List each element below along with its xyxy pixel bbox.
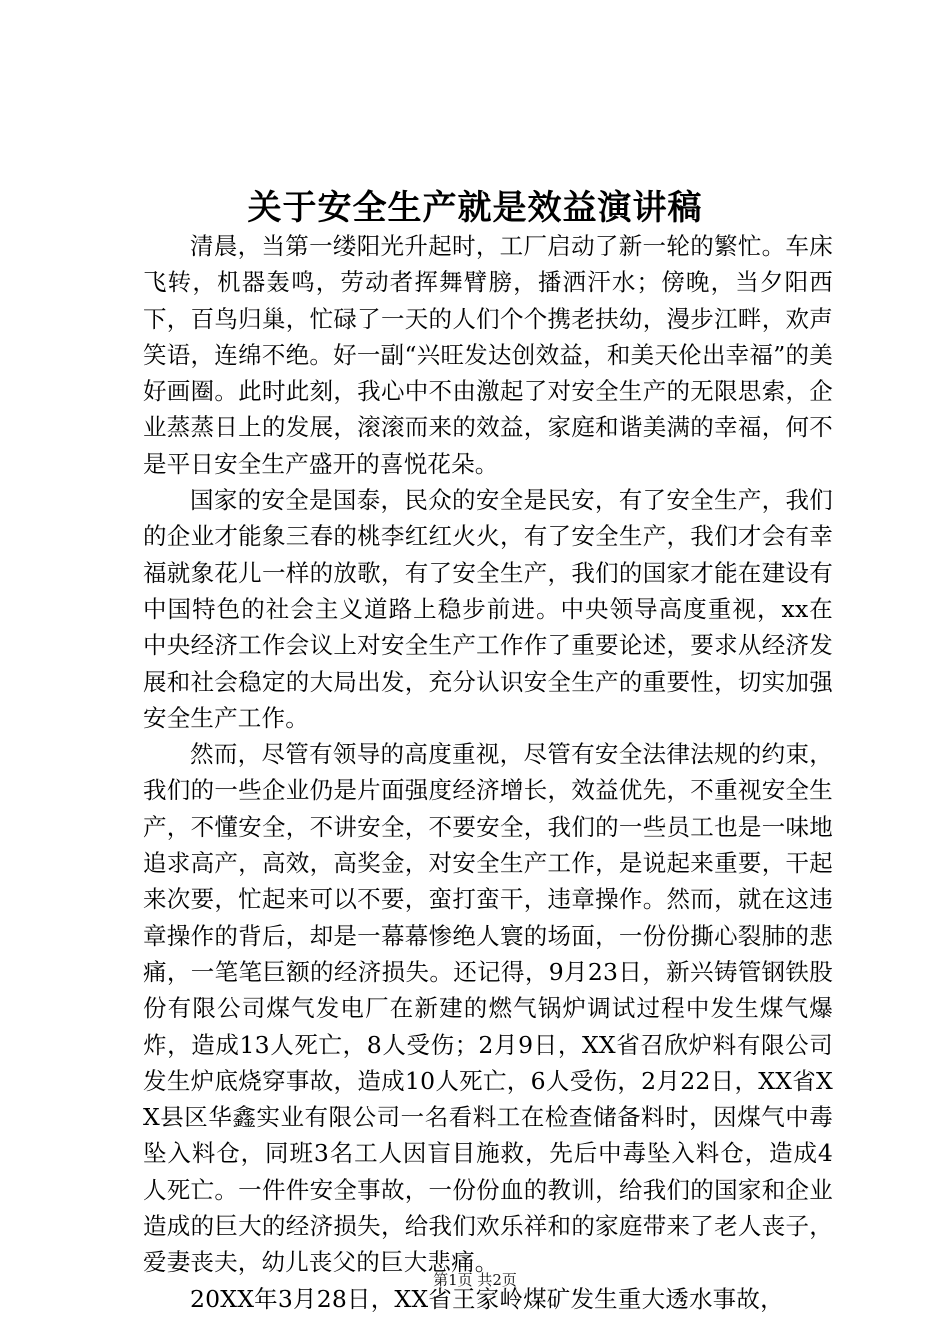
page-footer: 第1页 共2页 [433, 1271, 517, 1289]
paragraph-2: 国家的安全是国泰，民众的安全是民安，有了安全生产，我们的企业才能象三春的桃李红红火火，有了安全生产，我们才会有幸福就象花儿一样的放歌，有了安全生产，我们的国家才能在建设有中国特色的社会主义道路上稳步前进。中央领导高度重视，xx在中央经济工作会议上对安全生产工作作了重要论述，要求从经济发展和社会稳定的大局出发，充分认识安全生产的重要性，切实加强安全生产工作。 [143, 486, 833, 732]
paragraph-3: 然而，尽管有领导的高度重视，尽管有安全法律法规的约束，我们的一些企业仍是片面强度经济增长，效益优先，不重视安全生产，不懂安全，不讲安全，不要安全，我们的一些员工也是一味地追求高产，高效，高奖金，对安全生产工作，是说起来重要，干起来次要，忙起来可以不要，蛮打蛮干，违章操作。然而，就在这违章操作的背后，却是一幕幕惨绝人寰的场面，一份份撕心裂肺的悲痛，一笔笔巨额的经济损失。还记得，9月23日，新兴铸管钢铁股份有限公司煤气发电厂在新建的燃气锅炉调试过程中发生煤气爆炸，造成13人死亡，8人受伤；2月9日，XX省召欣炉料有限公司发生炉底烧穿事故，造成10人死亡，6人受伤，2月22日，XX省XX县区华鑫实业有限公司一名看料工在检查储备料时，因煤气中毒坠入料仓，同班3名工人因盲目施救，先后中毒坠入料仓，造成4人死亡。一件件安全事故，一份份血的教训，给我们的国家和企业造成的巨大的经济损失，给我们欢乐祥和的家庭带来了老人丧子，爱妻丧夫，幼儿丧父的巨大悲痛。 [143, 740, 833, 1277]
paragraph-4: 20XX年3月28日，XX省王家岭煤矿发生重大透水事故， [190, 1284, 784, 1313]
document-body [143, 228, 833, 1317]
paragraph-1: 清晨，当第一缕阳光升起时，工厂启动了新一轮的繁忙。车床飞转，机器轰鸣，劳动者挥舞臂膀，播洒汗水；傍晚，当夕阳西下，百鸟归巢，忙碌了一天的人们个个携老扶幼，漫步江畔，欢声笑语，连绵不绝。好一副“兴旺发达创效益，和美天伦出幸福”的美好画圈。此时此刻，我心中不由激起了对安全生产的无限思索，企业蒸蒸日上的发展，滚滚而来的效益，家庭和谐美满的幸福，何不是平日安全生产盛开的喜悦花朵。 [143, 232, 833, 478]
document-title: 关于安全生产就是效益演讲稿 [247, 188, 703, 228]
